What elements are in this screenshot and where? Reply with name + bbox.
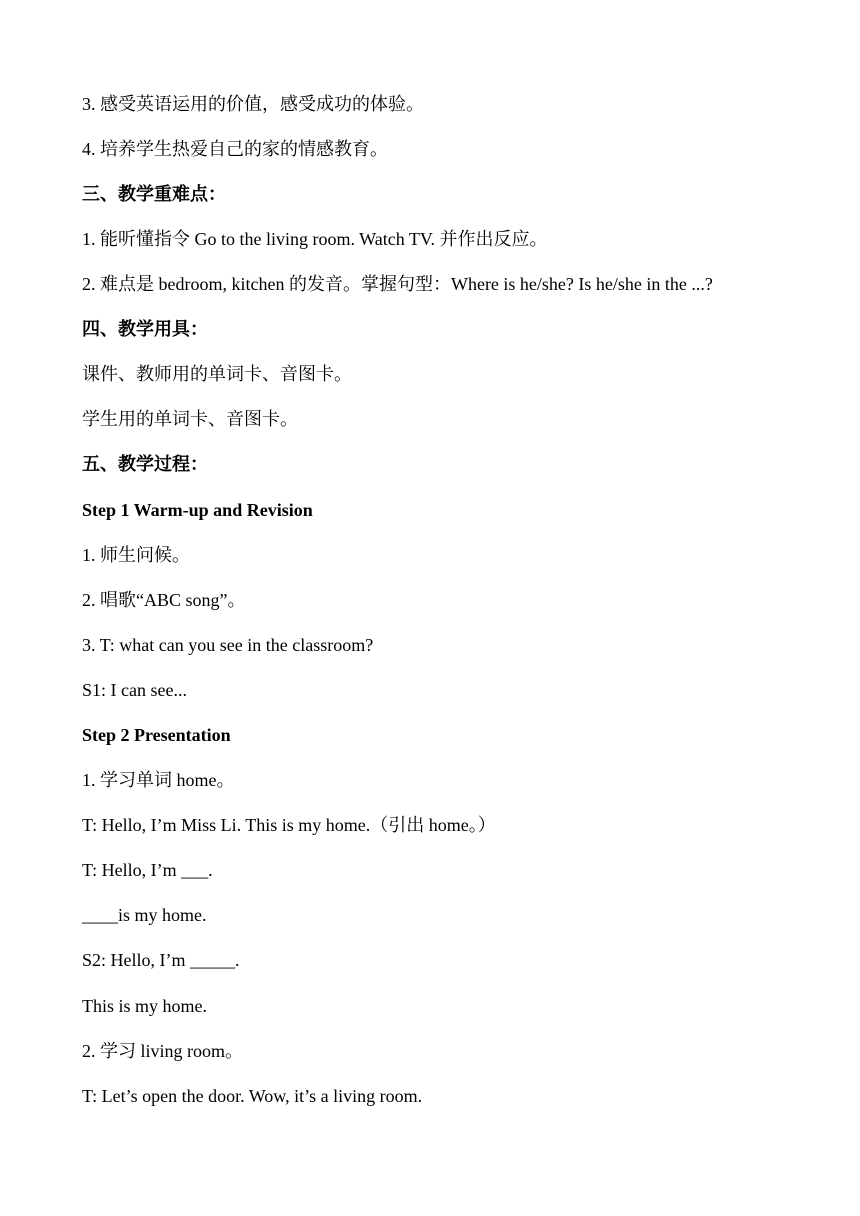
objective-3: 3. 感受英语运用的价值，感受成功的体验。	[82, 94, 424, 114]
step-1-item-2: 2. 唱歌“ABC song”。	[82, 590, 246, 610]
dialogue-line-3: ____is my home.	[82, 905, 207, 925]
step-1-heading: Step 1 Warm-up and Revision	[82, 500, 313, 520]
key-point-1: 1. 能听懂指令 Go to the living room. Watch TV. 并作出反应。	[82, 229, 548, 249]
step-2-item-1: 1. 学习单词 home。	[82, 770, 235, 790]
dialogue-line-4: S2: Hello, I’m _____.	[82, 950, 240, 970]
objective-4: 4. 培养学生热爱自己的家的情感教育。	[82, 139, 388, 159]
step-2-heading: Step 2 Presentation	[82, 725, 231, 745]
dialogue-line-6: T: Let’s open the door. Wow, it’s a living room.	[82, 1086, 423, 1106]
dialogue-line-1: T: Hello, I’m Miss Li. This is my home.（引出 home。）	[82, 815, 496, 835]
dialogue-line-2: T: Hello, I’m ___.	[82, 860, 213, 880]
dialogue-line-5: This is my home.	[82, 996, 207, 1016]
section-heading-teaching-process: 五、教学过程：	[82, 454, 208, 474]
teaching-aids-student: 学生用的单词卡、音图卡。	[82, 409, 298, 429]
step-1-item-1: 1. 师生问候。	[82, 545, 190, 565]
section-heading-teaching-aids: 四、教学用具：	[82, 319, 208, 339]
section-heading-key-points: 三、教学重难点：	[82, 184, 226, 204]
step-2-item-2: 2. 学习 living room。	[82, 1041, 243, 1061]
step-1-student-reply: S1: I can see...	[82, 680, 187, 700]
key-point-2: 2. 难点是 bedroom, kitchen 的发音。掌握句型：Where is he/she? Is he/she in the ...?	[82, 274, 713, 294]
teaching-aids-teacher: 课件、教师用的单词卡、音图卡。	[82, 364, 352, 384]
step-1-item-3: 3. T: what can you see in the classroom?	[82, 635, 374, 655]
